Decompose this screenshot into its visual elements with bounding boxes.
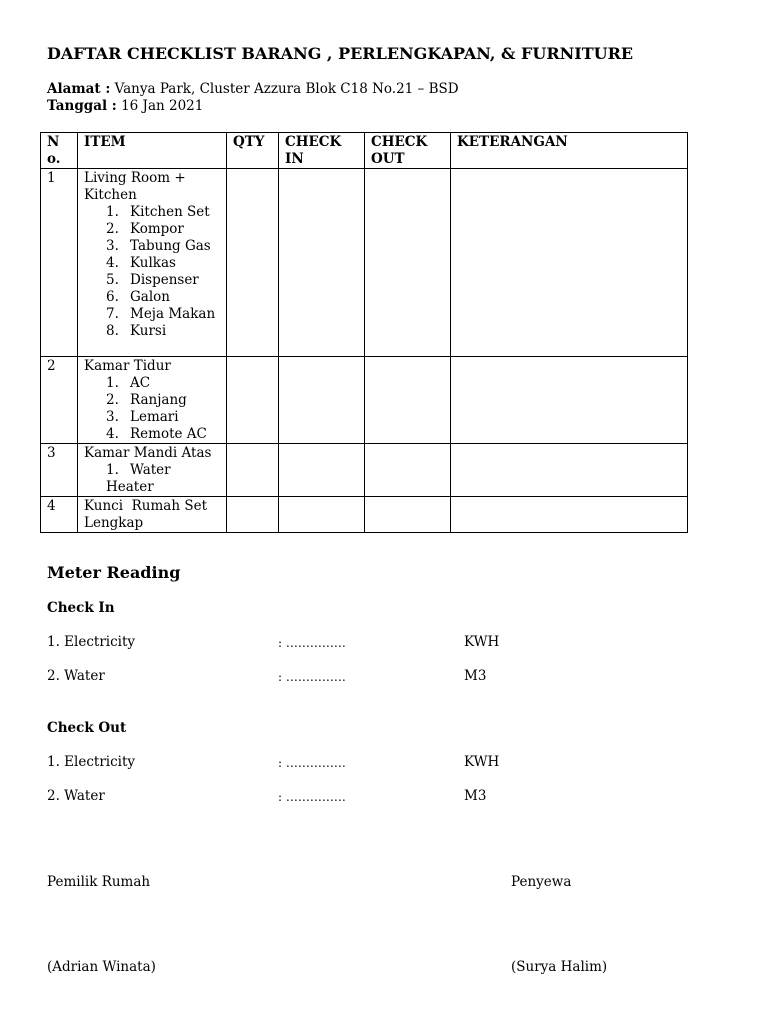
date-value: 16 Jan 2021: [121, 98, 204, 114]
list-item: [106, 289, 221, 306]
header-qty: QTY: [227, 133, 279, 169]
check-in-cell[interactable]: [279, 444, 365, 497]
subitem-label: Kompor: [130, 221, 184, 237]
list-item: [106, 255, 221, 272]
check-out-cell[interactable]: [365, 497, 451, 533]
subitem-list: [84, 375, 221, 443]
row-item-label: Kamar Mandi Atas: [84, 445, 212, 461]
keterangan-cell[interactable]: [451, 357, 688, 444]
row-number: 4: [41, 497, 78, 533]
row-item-label: Living Room + Kitchen: [84, 170, 186, 203]
address-line: [47, 81, 459, 97]
table-header-row: [41, 133, 688, 169]
subitem-number: 1.: [106, 462, 119, 478]
check-in-electricity-label: 1. Electricity: [47, 634, 136, 650]
table-row: [41, 444, 688, 497]
row-item-label: Kamar Tidur: [84, 358, 171, 374]
check-out-electricity-value[interactable]: : ……………: [278, 756, 346, 770]
list-item: [106, 221, 221, 238]
subitem-label: Remote AC: [130, 426, 207, 442]
tenant-role: Penyewa: [511, 874, 572, 890]
subitem-label: Ranjang: [130, 392, 187, 408]
header-keterangan: KETERANGAN: [451, 133, 688, 169]
subitem-number: 5.: [106, 272, 119, 288]
keterangan-cell[interactable]: [451, 169, 688, 357]
subitem-number: 6.: [106, 289, 119, 305]
owner-role: Pemilik Rumah: [47, 874, 151, 890]
checklist-table: [40, 132, 688, 533]
keterangan-cell[interactable]: [451, 444, 688, 497]
row-item-cell: [78, 357, 227, 444]
check-out-water-label: 2. Water: [47, 788, 105, 804]
check-in-cell[interactable]: [279, 169, 365, 357]
list-item: [106, 409, 221, 426]
header-no: No.: [41, 133, 78, 169]
subitem-label: Galon: [130, 289, 170, 305]
subitem-number: 8.: [106, 323, 119, 339]
row-number: 1: [41, 169, 78, 357]
list-item: [106, 306, 221, 323]
check-in-cell[interactable]: [279, 357, 365, 444]
tenant-name: (Surya Halim): [511, 959, 608, 975]
check-in-heading: Check In: [47, 600, 115, 616]
check-in-electricity-unit: KWH: [464, 634, 500, 650]
header-item: ITEM: [78, 133, 227, 169]
list-item: [106, 204, 221, 221]
check-out-water-value[interactable]: : ……………: [278, 790, 346, 804]
table-row: [41, 497, 688, 533]
qty-cell[interactable]: [227, 444, 279, 497]
subitem-list: [84, 204, 221, 340]
address-value: Vanya Park, Cluster Azzura Blok C18 No.21 – BSD: [114, 81, 459, 97]
header-check-out: CHECK OUT: [365, 133, 451, 169]
subitem-number: 4.: [106, 255, 119, 271]
list-item: [106, 426, 221, 443]
subitem-label: Kitchen Set: [130, 204, 210, 220]
subitem-number: 3.: [106, 238, 119, 254]
subitem-list: [84, 462, 221, 496]
meter-reading-title: Meter Reading: [47, 563, 181, 582]
owner-name: (Adrian Winata): [47, 959, 156, 975]
check-out-electricity-label: 1. Electricity: [47, 754, 136, 770]
check-out-cell[interactable]: [365, 444, 451, 497]
check-in-water-unit: M3: [464, 668, 487, 684]
qty-cell[interactable]: [227, 497, 279, 533]
check-in-electricity-value[interactable]: : ……………: [278, 636, 346, 650]
list-item: [106, 323, 221, 340]
subitem-number: 3.: [106, 409, 119, 425]
date-label: Tanggal :: [47, 98, 117, 114]
address-label: Alamat :: [47, 81, 111, 97]
date-line: [47, 98, 203, 114]
subitem-number: 7.: [106, 306, 119, 322]
subitem-number: 2.: [106, 392, 119, 408]
check-out-cell[interactable]: [365, 169, 451, 357]
qty-cell[interactable]: [227, 357, 279, 444]
subitem-number: 2.: [106, 221, 119, 237]
subitem-label: Meja Makan: [130, 306, 216, 322]
row-item-label: Kunci Rumah Set Lengkap: [78, 497, 227, 533]
subitem-label: Water Heater: [106, 462, 171, 495]
subitem-number: 1.: [106, 375, 119, 391]
check-in-water-label: 2. Water: [47, 668, 105, 684]
list-item: [106, 462, 221, 496]
keterangan-cell[interactable]: [451, 497, 688, 533]
subitem-label: Kursi: [130, 323, 167, 339]
header-check-in: CHECK IN: [279, 133, 365, 169]
check-out-water-unit: M3: [464, 788, 487, 804]
table-row: [41, 357, 688, 444]
row-number: 2: [41, 357, 78, 444]
subitem-label: Lemari: [130, 409, 179, 425]
check-out-electricity-unit: KWH: [464, 754, 500, 770]
check-in-water-value[interactable]: : ……………: [278, 670, 346, 684]
row-item-cell: [78, 444, 227, 497]
list-item: [106, 375, 221, 392]
subitem-label: Dispenser: [130, 272, 199, 288]
row-item-cell: [78, 169, 227, 357]
list-item: [106, 238, 221, 255]
row-number: 3: [41, 444, 78, 497]
list-item: [106, 272, 221, 289]
subitem-label: AC: [130, 375, 151, 391]
list-item: [106, 392, 221, 409]
check-in-cell[interactable]: [279, 497, 365, 533]
qty-cell[interactable]: [227, 169, 279, 357]
check-out-cell[interactable]: [365, 357, 451, 444]
table-row: [41, 169, 688, 357]
subitem-number: 1.: [106, 204, 119, 220]
subitem-number: 4.: [106, 426, 119, 442]
subitem-label: Tabung Gas: [130, 238, 211, 254]
subitem-label: Kulkas: [130, 255, 176, 271]
check-out-heading: Check Out: [47, 720, 127, 736]
document-title: DAFTAR CHECKLIST BARANG , PERLENGKAPAN, & FURNITURE: [47, 44, 634, 63]
